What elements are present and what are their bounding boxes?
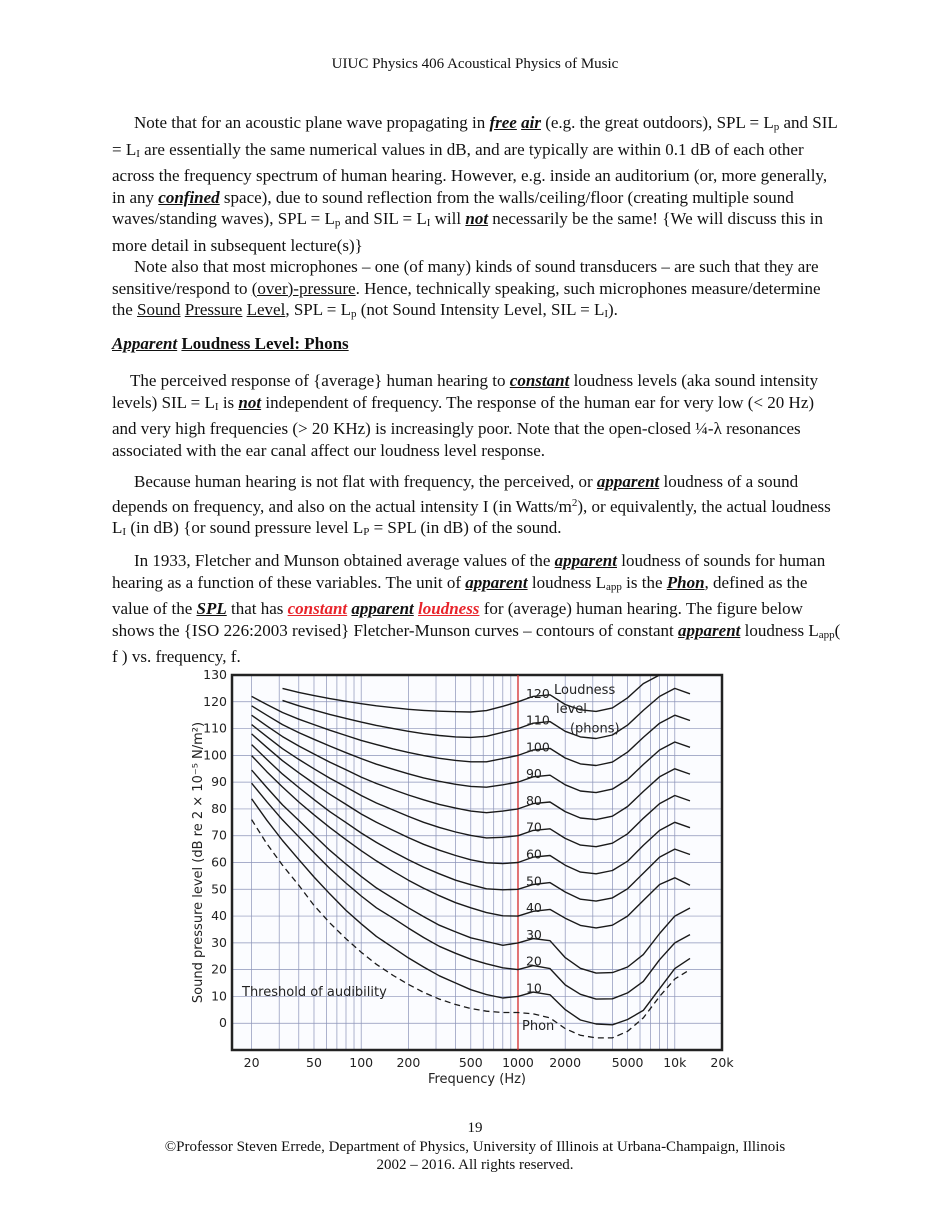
equal-loudness-chart [186,665,746,1090]
curve-label-110: 110 [525,712,550,728]
page-number: 19 [467,1120,483,1136]
paragraph-microphones: Note also that most microphones – one (of many) kinds of sound transducers – are such that they are sensitive/respond to (over)-pressure. Hence, technically speaking, such microphones measure/determine the Sound Pressure Level, SPL = $L_p$ (not Sound Intensity Level, SIL = $L_I$). [112,257,821,321]
x-axis-label: Frequency (Hz) [427,1072,527,1087]
y-tick-label: 60 [211,854,227,870]
curve-label-20: 20 [525,953,542,969]
y-tick-label: 10 [211,988,227,1004]
y-tick-label: 130 [203,667,227,682]
y-tick-label: 50 [211,881,227,897]
x-tick-label: 5000 [611,1055,644,1070]
paragraph-apparent-loudness: Because human hearing is not flat with frequency, the perceived, or apparent loudness of a sound depends on frequency, and also on the actual intensity I (in Watts/$m^2$), or equivalently, the actual loudness $L_I$ (in dB) {or sound pressure level $L_P$ = SPL (in dB) of the sound. [112,472,831,539]
x-tick-label: 500 [458,1055,483,1070]
curve-label-30: 30 [525,926,542,942]
fletcher-munson-figure [186,665,746,1095]
copyright-footer [0,1138,950,1174]
curve-label-100: 100 [525,739,550,755]
footer-line-2: 2002 – 2016. All rights reserved. [376,1157,574,1173]
x-tick-label: 20k [710,1055,734,1070]
curve-label-50: 50 [525,873,542,889]
curve-label-120: 120 [525,685,550,701]
curve-label-80: 80 [525,792,542,808]
y-tick-label: 30 [211,934,227,950]
running-header: UIUC Physics 406 Acoustical Physics of Music [331,56,619,72]
x-tick-label: 50 [306,1055,322,1070]
y-tick-label: 40 [211,908,227,924]
y-tick-label: 20 [211,961,227,977]
y-tick-label: 80 [211,800,227,816]
y-tick-label: 100 [203,747,227,763]
curve-label-40: 40 [525,900,542,916]
y-tick-label: 90 [211,774,227,790]
curve-label-60: 60 [525,846,542,862]
curve-label-10: 10 [525,980,542,996]
x-tick-label: 1000 [502,1055,534,1070]
paragraph-free-air: Note that for an acoustic plane wave propagating in free air (e.g. the great outdoors), SPL = $L_p$ and SIL = $L_I$ are essentially the same numerical values in dB, and are typically are within 0.1 dB of each other across the frequency spectrum of human hearing. However, e.g. inside an auditorium (or, more generally, in any confined space), due to sound reflection from the walls/ceiling/floor (creating multiple sound waves/standing waves), SPL = $L_p$ and SIL = $L_I$ will not necessarily be the same! {We will discuss this in more detail in subsequent lecture(s)} [112,113,838,255]
footer-line-1: ©Professor Steven Errede, Department of Physics, University of Illinois at Urbana-Champaign, Illinois [164,1139,786,1155]
annotation-phons: (phons) [569,721,620,737]
y-axis-label: Sound pressure level (dB re 2 × 10⁻⁵ N/m²) [191,721,206,1004]
threshold-label: Threshold of audibility [242,985,387,1001]
paragraph-fletcher-munson: In 1933, Fletcher and Munson obtained average values of the apparent loudness of sounds for human hearing as a function of these variables. The unit of apparent loudness $L_{app}$ is the Phon, defined as the value of the SPL that has constant apparent loudness for (average) human hearing. The figure below shows the {ISO 226:2003 revised} Fletcher-Munson curves – contours of constant apparent loudness $L_{app}$( f ) vs. frequency, f. [112,551,841,667]
y-tick-label: 70 [211,827,227,843]
curve-label-90: 90 [525,766,542,782]
annotation-phon: Phon [521,1018,555,1034]
curve-label-70: 70 [525,819,542,835]
x-tick-label: 10k [663,1055,687,1070]
annotation-level: level [555,701,587,717]
y-tick-label: 120 [203,693,227,709]
x-tick-label: 20 [243,1055,260,1070]
y-tick-label: 110 [203,720,227,736]
paragraph-perceived-response: The perceived response of {average} human hearing to constant loudness levels (aka sound intensity levels) SIL = $L_I$ is not independent of frequency. The response of the human ear for very low (< 20 Hz) and very high frequencies (> 20 KHz) is increasingly poor. Note that the open-closed ¼-λ resonances associated with the ear canal affect our loudness level response. [112,371,819,460]
x-tick-label: 2000 [549,1055,582,1070]
x-tick-label: 200 [396,1055,421,1070]
x-tick-label: 100 [349,1055,374,1070]
section-heading: Apparent Loudness Level: Phons [112,334,349,353]
annotation-loudness: Loudness [553,683,616,699]
y-tick-label: 0 [219,1015,227,1031]
